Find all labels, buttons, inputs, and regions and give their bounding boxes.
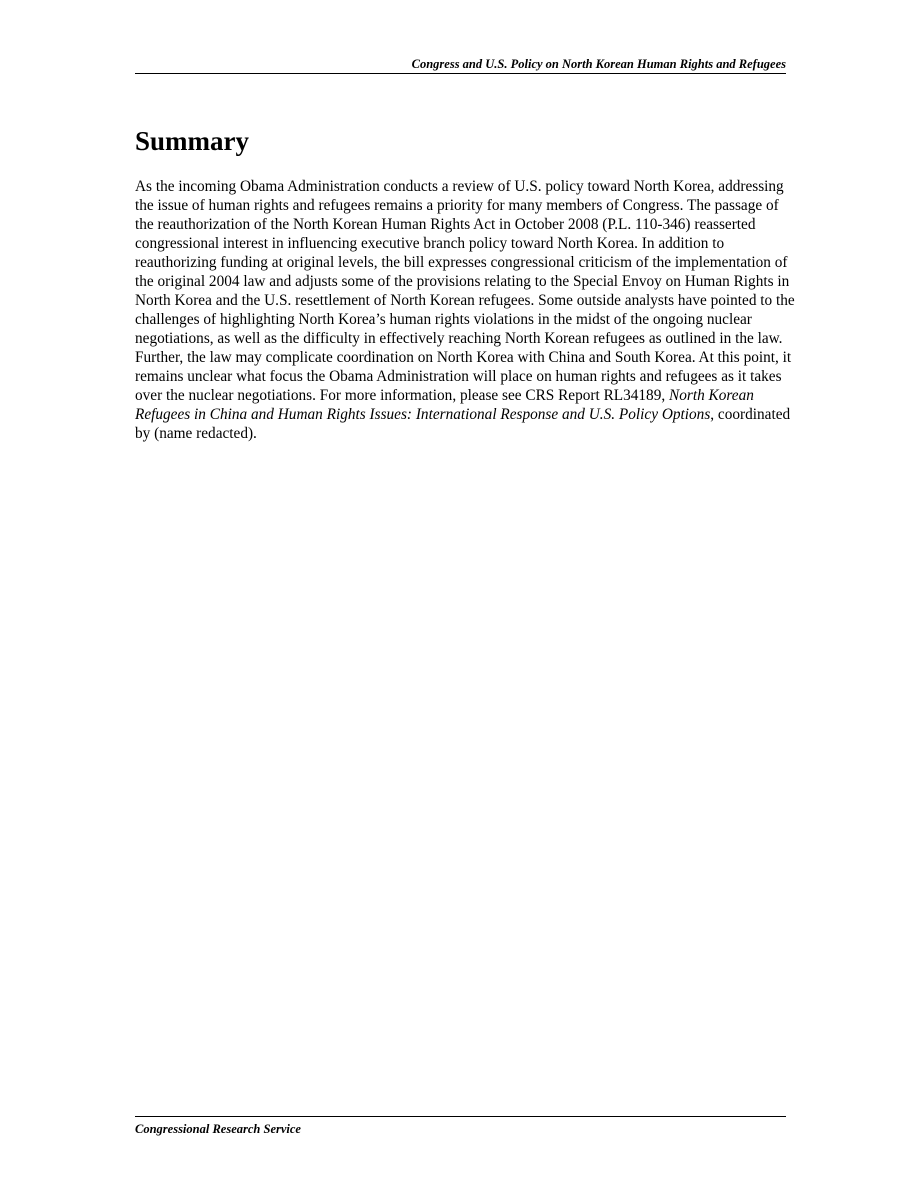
summary-paragraph (135, 177, 795, 443)
summary-body-text: As the incoming Obama Administration conducts a review of U.S. policy toward North Korea, addressing the issue of human rights and refugees remains a priority for many members of Congress. The passage of the reauthorization of the North Korean Human Rights Act in October 2008 (P.L. 110-346) reasserted congressional interest in influencing executive branch policy toward North Korea. In addition to reauthorizing funding at original levels, the bill expresses congressional criticism of the implementation of the original 2004 law and adjusts some of the provisions relating to the Special Envoy on Human Rights in North Korea and the U.S. resettlement of North Korean refugees. Some outside analysts have pointed to the challenges of highlighting North Korea’s human rights violations in the midst of the ongoing nuclear negotiations, as well as the difficulty in effectively reaching North Korean refugees as outlined in the law. Further, the law may complicate coordination on North Korea with China and South Korea. At this point, it remains unclear what focus the Obama Administration will place on human rights and refugees as it takes over the nuclear negotiations. For more information, please see CRS Report RL34189, (135, 178, 795, 404)
running-header-title: Congress and U.S. Policy on North Korean Human Rights and Refugees (411, 57, 786, 71)
header-divider (135, 73, 786, 74)
summary-closing-text: , coordinated by (name redacted). (135, 406, 791, 442)
section-heading-summary: Summary (135, 126, 249, 156)
footer-divider (135, 1116, 786, 1117)
running-footer-organization: Congressional Research Service (135, 1122, 301, 1136)
report-title: North Korean Refugees in China and Human Rights Issues: International Response and U.S. Policy Options (135, 387, 754, 423)
